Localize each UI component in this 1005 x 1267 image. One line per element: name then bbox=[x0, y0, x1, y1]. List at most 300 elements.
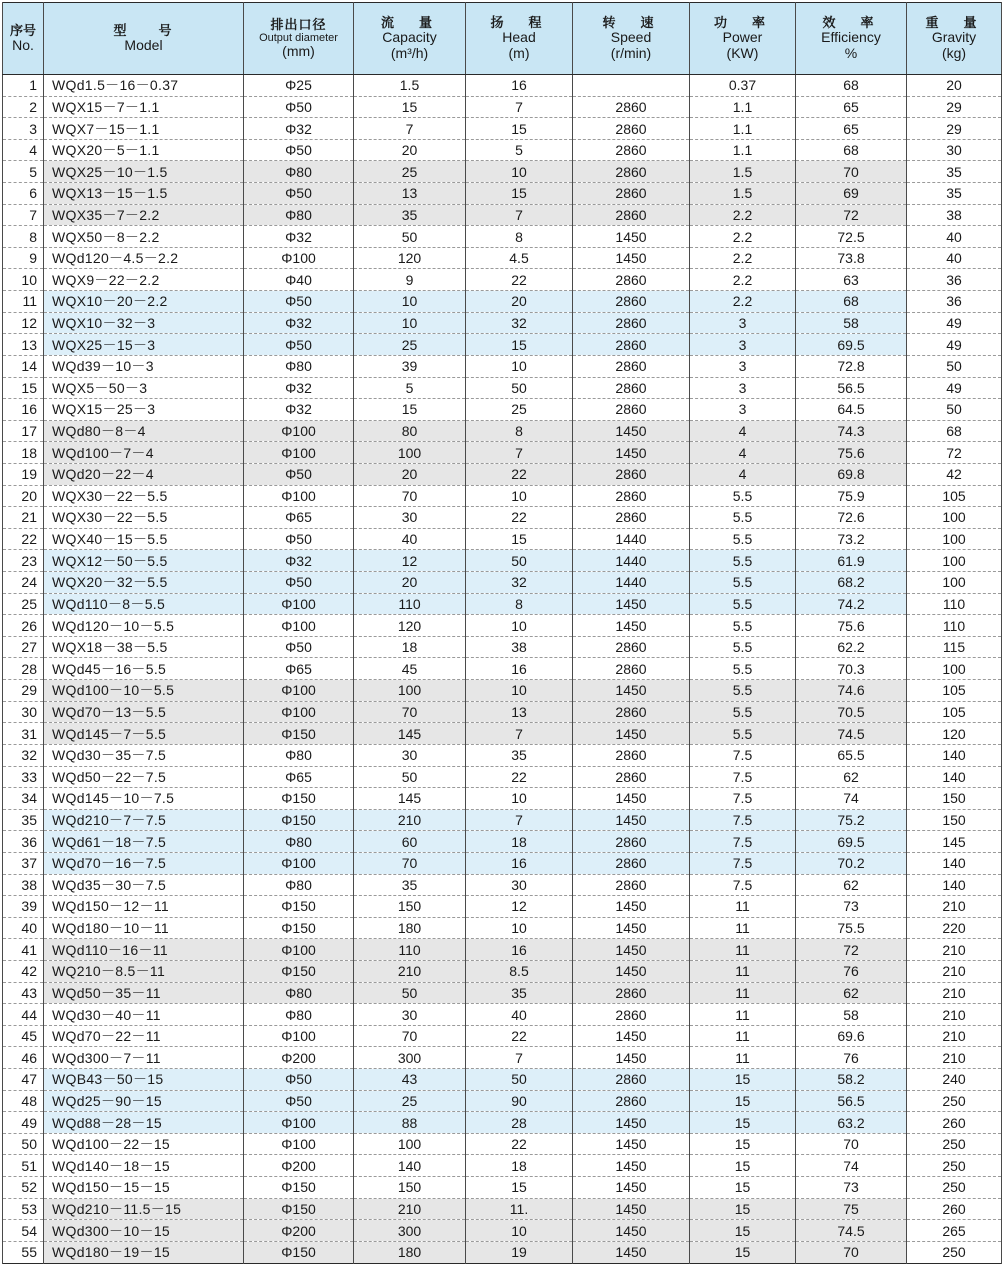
power-cell: 7.5 bbox=[690, 831, 796, 853]
row-no-cell: 3 bbox=[3, 118, 44, 140]
pump-table-body bbox=[3, 75, 1002, 1264]
head-cell: 35 bbox=[466, 982, 573, 1004]
gravity-cell: 100 bbox=[907, 528, 1002, 550]
capacity-cell: 100 bbox=[354, 680, 466, 702]
head-cell: 50 bbox=[466, 1069, 573, 1091]
model-cell: WQd120－10－5.5 bbox=[44, 615, 244, 637]
capacity-cell: 210 bbox=[354, 1198, 466, 1220]
capacity-cell: 50 bbox=[354, 766, 466, 788]
efficiency-cell: 69.6 bbox=[796, 1025, 907, 1047]
efficiency-cell: 58 bbox=[796, 1004, 907, 1026]
gravity-cell: 210 bbox=[907, 1025, 1002, 1047]
head-cell: 10 bbox=[466, 788, 573, 810]
table-row bbox=[3, 723, 1002, 745]
efficiency-cell: 68 bbox=[796, 75, 907, 97]
speed-cell: 1450 bbox=[573, 1177, 690, 1199]
table-row bbox=[3, 118, 1002, 140]
table-row bbox=[3, 204, 1002, 226]
speed-cell: 1450 bbox=[573, 420, 690, 442]
model-cell: WQd145－7－5.5 bbox=[44, 723, 244, 745]
header-capacity-en: Capacity bbox=[382, 29, 437, 46]
header-head bbox=[466, 3, 573, 75]
speed-cell: 2860 bbox=[573, 334, 690, 356]
row-no-cell: 26 bbox=[3, 615, 44, 637]
model-cell: WQX50－8－2.2 bbox=[44, 226, 244, 248]
header-efficiency-en: Efficiency bbox=[821, 29, 881, 46]
power-cell: 4 bbox=[690, 463, 796, 485]
power-cell: 5.5 bbox=[690, 507, 796, 529]
capacity-cell: 9 bbox=[354, 269, 466, 291]
outlet-diameter-cell: Φ50 bbox=[244, 96, 354, 118]
head-cell: 22 bbox=[466, 766, 573, 788]
speed-cell: 1450 bbox=[573, 723, 690, 745]
model-cell: WQd100－22－15 bbox=[44, 1133, 244, 1155]
model-cell: WQX7－15－1.1 bbox=[44, 118, 244, 140]
gravity-cell: 72 bbox=[907, 442, 1002, 464]
speed-cell: 1450 bbox=[573, 939, 690, 961]
table-row bbox=[3, 1241, 1002, 1263]
capacity-cell: 70 bbox=[354, 701, 466, 723]
head-cell: 12 bbox=[466, 896, 573, 918]
head-cell: 30 bbox=[466, 874, 573, 896]
capacity-cell: 120 bbox=[354, 615, 466, 637]
outlet-diameter-cell: Φ50 bbox=[244, 528, 354, 550]
gravity-cell: 100 bbox=[907, 550, 1002, 572]
speed-cell: 2860 bbox=[573, 291, 690, 313]
outlet-diameter-cell: Φ50 bbox=[244, 291, 354, 313]
row-no-cell: 55 bbox=[3, 1241, 44, 1263]
row-no-cell: 12 bbox=[3, 312, 44, 334]
speed-cell: 2860 bbox=[573, 831, 690, 853]
model-cell: WQd88－28－15 bbox=[44, 1112, 244, 1134]
efficiency-cell: 73 bbox=[796, 1177, 907, 1199]
gravity-cell: 250 bbox=[907, 1241, 1002, 1263]
gravity-cell: 210 bbox=[907, 960, 1002, 982]
head-cell: 15 bbox=[466, 118, 573, 140]
speed-cell: 1440 bbox=[573, 572, 690, 594]
efficiency-cell: 75.5 bbox=[796, 917, 907, 939]
speed-cell: 1450 bbox=[573, 1133, 690, 1155]
head-cell: 7 bbox=[466, 809, 573, 831]
gravity-cell: 40 bbox=[907, 226, 1002, 248]
capacity-cell: 10 bbox=[354, 312, 466, 334]
gravity-cell: 140 bbox=[907, 874, 1002, 896]
speed-cell: 2860 bbox=[573, 636, 690, 658]
model-cell: WQX18－38－5.5 bbox=[44, 636, 244, 658]
model-cell: WQd180－19－15 bbox=[44, 1241, 244, 1263]
speed-cell: 2860 bbox=[573, 96, 690, 118]
capacity-cell: 300 bbox=[354, 1220, 466, 1242]
outlet-diameter-cell: Φ150 bbox=[244, 896, 354, 918]
model-cell: WQX10－20－2.2 bbox=[44, 291, 244, 313]
table-row bbox=[3, 593, 1002, 615]
efficiency-cell: 76 bbox=[796, 960, 907, 982]
power-cell: 11 bbox=[690, 960, 796, 982]
table-row bbox=[3, 658, 1002, 680]
efficiency-cell: 56.5 bbox=[796, 1090, 907, 1112]
outlet-diameter-cell: Φ150 bbox=[244, 723, 354, 745]
capacity-cell: 70 bbox=[354, 1025, 466, 1047]
table-row bbox=[3, 161, 1002, 183]
gravity-cell: 250 bbox=[907, 1177, 1002, 1199]
gravity-cell: 42 bbox=[907, 463, 1002, 485]
efficiency-cell: 74.2 bbox=[796, 593, 907, 615]
power-cell: 7.5 bbox=[690, 809, 796, 831]
speed-cell: 1450 bbox=[573, 1155, 690, 1177]
row-no-cell: 29 bbox=[3, 680, 44, 702]
row-no-cell: 38 bbox=[3, 874, 44, 896]
outlet-diameter-cell: Φ65 bbox=[244, 766, 354, 788]
efficiency-cell: 62 bbox=[796, 874, 907, 896]
speed-cell: 2860 bbox=[573, 658, 690, 680]
row-no-cell: 20 bbox=[3, 485, 44, 507]
speed-cell: 2860 bbox=[573, 507, 690, 529]
model-cell: WQd150－15－15 bbox=[44, 1177, 244, 1199]
gravity-cell: 105 bbox=[907, 680, 1002, 702]
row-no-cell: 23 bbox=[3, 550, 44, 572]
outlet-diameter-cell: Φ50 bbox=[244, 139, 354, 161]
capacity-cell: 30 bbox=[354, 507, 466, 529]
head-cell: 4.5 bbox=[466, 247, 573, 269]
header-capacity bbox=[354, 3, 466, 75]
table-row bbox=[3, 939, 1002, 961]
capacity-cell: 120 bbox=[354, 247, 466, 269]
efficiency-cell: 72 bbox=[796, 939, 907, 961]
efficiency-cell: 70 bbox=[796, 1241, 907, 1263]
gravity-cell: 210 bbox=[907, 1004, 1002, 1026]
capacity-cell: 300 bbox=[354, 1047, 466, 1069]
speed-cell: 1450 bbox=[573, 960, 690, 982]
row-no-cell: 42 bbox=[3, 960, 44, 982]
outlet-diameter-cell: Φ200 bbox=[244, 1047, 354, 1069]
model-cell: WQX25－15－3 bbox=[44, 334, 244, 356]
capacity-cell: 150 bbox=[354, 1177, 466, 1199]
header-speed-en: Speed bbox=[610, 29, 652, 46]
power-cell: 5.5 bbox=[690, 593, 796, 615]
capacity-cell: 45 bbox=[354, 658, 466, 680]
head-cell: 16 bbox=[466, 852, 573, 874]
outlet-diameter-cell: Φ50 bbox=[244, 1090, 354, 1112]
power-cell: 15 bbox=[690, 1241, 796, 1263]
capacity-cell: 25 bbox=[354, 1090, 466, 1112]
outlet-diameter-cell: Φ100 bbox=[244, 701, 354, 723]
model-cell: WQX40－15－5.5 bbox=[44, 528, 244, 550]
table-row bbox=[3, 874, 1002, 896]
power-cell: 1.1 bbox=[690, 139, 796, 161]
efficiency-cell: 65.5 bbox=[796, 744, 907, 766]
row-no-cell: 50 bbox=[3, 1133, 44, 1155]
gravity-cell: 50 bbox=[907, 355, 1002, 377]
power-cell: 15 bbox=[690, 1155, 796, 1177]
outlet-diameter-cell: Φ150 bbox=[244, 1177, 354, 1199]
pump-spec-table bbox=[2, 2, 1002, 1264]
outlet-diameter-cell: Φ50 bbox=[244, 1069, 354, 1091]
row-no-cell: 16 bbox=[3, 399, 44, 421]
power-cell: 5.5 bbox=[690, 615, 796, 637]
capacity-cell: 210 bbox=[354, 960, 466, 982]
table-row bbox=[3, 399, 1002, 421]
table-row bbox=[3, 615, 1002, 637]
power-cell: 15 bbox=[690, 1133, 796, 1155]
table-row bbox=[3, 917, 1002, 939]
outlet-diameter-cell: Φ100 bbox=[244, 593, 354, 615]
power-cell: 3 bbox=[690, 377, 796, 399]
outlet-diameter-cell: Φ65 bbox=[244, 507, 354, 529]
outlet-diameter-cell: Φ100 bbox=[244, 1133, 354, 1155]
table-row bbox=[3, 766, 1002, 788]
outlet-diameter-cell: Φ150 bbox=[244, 917, 354, 939]
gravity-cell: 29 bbox=[907, 96, 1002, 118]
efficiency-cell: 58 bbox=[796, 312, 907, 334]
model-cell: WQd30－35－7.5 bbox=[44, 744, 244, 766]
outlet-diameter-cell: Φ100 bbox=[244, 485, 354, 507]
power-cell: 4 bbox=[690, 420, 796, 442]
model-cell: WQd210－11.5－15 bbox=[44, 1198, 244, 1220]
model-cell: WQd110－16－11 bbox=[44, 939, 244, 961]
gravity-cell: 49 bbox=[907, 312, 1002, 334]
row-no-cell: 48 bbox=[3, 1090, 44, 1112]
gravity-cell: 140 bbox=[907, 852, 1002, 874]
efficiency-cell: 75.6 bbox=[796, 442, 907, 464]
model-cell: WQd50－22－7.5 bbox=[44, 766, 244, 788]
outlet-diameter-cell: Φ150 bbox=[244, 1198, 354, 1220]
table-row bbox=[3, 463, 1002, 485]
row-no-cell: 46 bbox=[3, 1047, 44, 1069]
header-head-cn: 扬 程 bbox=[490, 14, 548, 30]
capacity-cell: 30 bbox=[354, 744, 466, 766]
efficiency-cell: 70.3 bbox=[796, 658, 907, 680]
speed-cell: 2860 bbox=[573, 982, 690, 1004]
gravity-cell: 140 bbox=[907, 744, 1002, 766]
gravity-cell: 49 bbox=[907, 377, 1002, 399]
capacity-cell: 25 bbox=[354, 334, 466, 356]
gravity-cell: 145 bbox=[907, 831, 1002, 853]
speed-cell: 2860 bbox=[573, 204, 690, 226]
model-cell: WQd210－7－7.5 bbox=[44, 809, 244, 831]
head-cell: 5 bbox=[466, 139, 573, 161]
row-no-cell: 8 bbox=[3, 226, 44, 248]
efficiency-cell: 75.6 bbox=[796, 615, 907, 637]
outlet-diameter-cell: Φ80 bbox=[244, 744, 354, 766]
table-row bbox=[3, 312, 1002, 334]
head-cell: 18 bbox=[466, 831, 573, 853]
head-cell: 7 bbox=[466, 442, 573, 464]
gravity-cell: 36 bbox=[907, 269, 1002, 291]
outlet-diameter-cell: Φ80 bbox=[244, 874, 354, 896]
capacity-cell: 180 bbox=[354, 1241, 466, 1263]
table-row bbox=[3, 831, 1002, 853]
table-row bbox=[3, 680, 1002, 702]
row-no-cell: 54 bbox=[3, 1220, 44, 1242]
outlet-diameter-cell: Φ150 bbox=[244, 1241, 354, 1263]
capacity-cell: 5 bbox=[354, 377, 466, 399]
speed-cell: 1450 bbox=[573, 1025, 690, 1047]
power-cell: 2.2 bbox=[690, 291, 796, 313]
power-cell: 3 bbox=[690, 334, 796, 356]
outlet-diameter-cell: Φ150 bbox=[244, 788, 354, 810]
capacity-cell: 43 bbox=[354, 1069, 466, 1091]
capacity-cell: 15 bbox=[354, 399, 466, 421]
power-cell: 11 bbox=[690, 1004, 796, 1026]
gravity-cell: 30 bbox=[907, 139, 1002, 161]
head-cell: 8 bbox=[466, 593, 573, 615]
efficiency-cell: 75 bbox=[796, 1198, 907, 1220]
efficiency-cell: 74.3 bbox=[796, 420, 907, 442]
efficiency-cell: 74.5 bbox=[796, 1220, 907, 1242]
capacity-cell: 180 bbox=[354, 917, 466, 939]
head-cell: 25 bbox=[466, 399, 573, 421]
head-cell: 28 bbox=[466, 1112, 573, 1134]
row-no-cell: 34 bbox=[3, 788, 44, 810]
head-cell: 15 bbox=[466, 334, 573, 356]
outlet-diameter-cell: Φ80 bbox=[244, 1004, 354, 1026]
outlet-diameter-cell: Φ80 bbox=[244, 831, 354, 853]
speed-cell: 2860 bbox=[573, 139, 690, 161]
row-no-cell: 24 bbox=[3, 572, 44, 594]
header-model bbox=[44, 3, 244, 75]
model-cell: WQX20－5－1.1 bbox=[44, 139, 244, 161]
table-row bbox=[3, 809, 1002, 831]
speed-cell: 1440 bbox=[573, 528, 690, 550]
speed-cell: 2860 bbox=[573, 161, 690, 183]
model-cell: WQd100－7－4 bbox=[44, 442, 244, 464]
speed-cell: 1450 bbox=[573, 896, 690, 918]
head-cell: 38 bbox=[466, 636, 573, 658]
speed-cell: 1450 bbox=[573, 1241, 690, 1263]
capacity-cell: 140 bbox=[354, 1155, 466, 1177]
power-cell: 7.5 bbox=[690, 744, 796, 766]
capacity-cell: 145 bbox=[354, 788, 466, 810]
row-no-cell: 15 bbox=[3, 377, 44, 399]
row-no-cell: 17 bbox=[3, 420, 44, 442]
table-row bbox=[3, 1047, 1002, 1069]
power-cell: 2.2 bbox=[690, 226, 796, 248]
power-cell: 5.5 bbox=[690, 528, 796, 550]
table-row bbox=[3, 1198, 1002, 1220]
table-row bbox=[3, 636, 1002, 658]
head-cell: 15 bbox=[466, 183, 573, 205]
model-cell: WQX12－50－5.5 bbox=[44, 550, 244, 572]
head-cell: 10 bbox=[466, 615, 573, 637]
speed-cell: 1450 bbox=[573, 1220, 690, 1242]
model-cell: WQd35－30－7.5 bbox=[44, 874, 244, 896]
outlet-diameter-cell: Φ32 bbox=[244, 399, 354, 421]
gravity-cell: 35 bbox=[907, 161, 1002, 183]
head-cell: 10 bbox=[466, 161, 573, 183]
table-row bbox=[3, 1220, 1002, 1242]
speed-cell: 2860 bbox=[573, 766, 690, 788]
outlet-diameter-cell: Φ80 bbox=[244, 204, 354, 226]
header-gravity-en: Gravity bbox=[931, 29, 977, 46]
capacity-cell: 210 bbox=[354, 809, 466, 831]
speed-cell: 2860 bbox=[573, 874, 690, 896]
speed-cell: 2860 bbox=[573, 1004, 690, 1026]
model-cell: WQd25－90－15 bbox=[44, 1090, 244, 1112]
model-cell: WQX5－50－3 bbox=[44, 377, 244, 399]
power-cell: 15 bbox=[690, 1090, 796, 1112]
outlet-diameter-cell: Φ32 bbox=[244, 377, 354, 399]
power-cell: 3 bbox=[690, 312, 796, 334]
gravity-cell: 38 bbox=[907, 204, 1002, 226]
speed-cell: 2860 bbox=[573, 1069, 690, 1091]
power-cell: 11 bbox=[690, 939, 796, 961]
row-no-cell: 51 bbox=[3, 1155, 44, 1177]
header-capacity-unit: (m³/h) bbox=[390, 44, 429, 61]
model-cell: WQd20－22－4 bbox=[44, 463, 244, 485]
speed-cell: 2860 bbox=[573, 701, 690, 723]
header-no bbox=[3, 3, 44, 75]
table-row bbox=[3, 247, 1002, 269]
table-row bbox=[3, 269, 1002, 291]
efficiency-cell: 69.5 bbox=[796, 831, 907, 853]
model-cell: WQd70－13－5.5 bbox=[44, 701, 244, 723]
head-cell: 22 bbox=[466, 1133, 573, 1155]
capacity-cell: 35 bbox=[354, 204, 466, 226]
outlet-diameter-cell: Φ50 bbox=[244, 572, 354, 594]
outlet-diameter-cell: Φ100 bbox=[244, 1112, 354, 1134]
model-cell: WQd300－10－15 bbox=[44, 1220, 244, 1242]
row-no-cell: 36 bbox=[3, 831, 44, 853]
head-cell: 16 bbox=[466, 939, 573, 961]
efficiency-cell: 75.2 bbox=[796, 809, 907, 831]
power-cell: 3 bbox=[690, 355, 796, 377]
power-cell: 5.5 bbox=[690, 550, 796, 572]
outlet-diameter-cell: Φ32 bbox=[244, 312, 354, 334]
speed-cell: 2860 bbox=[573, 485, 690, 507]
header-capacity-cn: 流 量 bbox=[380, 14, 438, 30]
capacity-cell: 39 bbox=[354, 355, 466, 377]
table-row bbox=[3, 550, 1002, 572]
outlet-diameter-cell: Φ50 bbox=[244, 636, 354, 658]
power-cell: 11 bbox=[690, 1025, 796, 1047]
row-no-cell: 40 bbox=[3, 917, 44, 939]
efficiency-cell: 68 bbox=[796, 139, 907, 161]
speed-cell: 2860 bbox=[573, 399, 690, 421]
power-cell: 15 bbox=[690, 1177, 796, 1199]
head-cell: 15 bbox=[466, 1177, 573, 1199]
power-cell: 7.5 bbox=[690, 874, 796, 896]
capacity-cell: 40 bbox=[354, 528, 466, 550]
outlet-diameter-cell: Φ200 bbox=[244, 1155, 354, 1177]
outlet-diameter-cell: Φ50 bbox=[244, 334, 354, 356]
table-row bbox=[3, 982, 1002, 1004]
speed-cell: 1440 bbox=[573, 550, 690, 572]
header-outlet-cn: 排出口径 bbox=[270, 16, 327, 32]
gravity-cell: 68 bbox=[907, 420, 1002, 442]
row-no-cell: 47 bbox=[3, 1069, 44, 1091]
row-no-cell: 7 bbox=[3, 204, 44, 226]
header-power-unit: (KW) bbox=[726, 44, 759, 61]
power-cell: 11 bbox=[690, 917, 796, 939]
header-efficiency bbox=[796, 3, 907, 75]
power-cell: 0.37 bbox=[690, 75, 796, 97]
power-cell: 5.5 bbox=[690, 572, 796, 594]
outlet-diameter-cell: Φ100 bbox=[244, 939, 354, 961]
model-cell: WQX30－22－5.5 bbox=[44, 507, 244, 529]
gravity-cell: 105 bbox=[907, 701, 1002, 723]
speed-cell: 2860 bbox=[573, 183, 690, 205]
power-cell: 7.5 bbox=[690, 788, 796, 810]
table-row bbox=[3, 485, 1002, 507]
model-cell: WQ210－8.5－11 bbox=[44, 960, 244, 982]
efficiency-cell: 72 bbox=[796, 204, 907, 226]
speed-cell: 2860 bbox=[573, 1090, 690, 1112]
table-row bbox=[3, 852, 1002, 874]
power-cell: 5.5 bbox=[690, 658, 796, 680]
head-cell: 19 bbox=[466, 1241, 573, 1263]
row-no-cell: 5 bbox=[3, 161, 44, 183]
capacity-cell: 50 bbox=[354, 982, 466, 1004]
